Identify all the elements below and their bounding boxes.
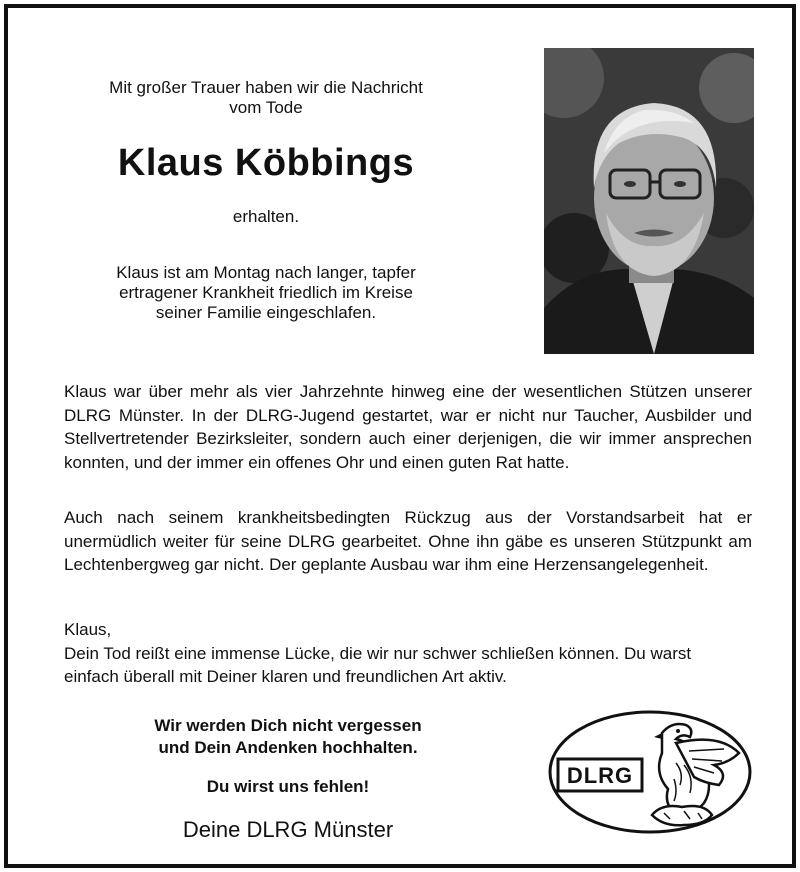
death-line-1: Klaus ist am Montag nach langer, tapfer (116, 263, 416, 282)
closing-statement (118, 715, 458, 759)
received-text: erhalten. (232, 207, 300, 226)
paragraph-3-line-1: Dein Tod reißt eine immense Lücke, die wir nur schwer schließen können. Du warst (64, 643, 692, 663)
closing-line-2: und Dein Andenken hochhalten. (158, 738, 418, 757)
dlrg-eagle-logo-icon (544, 703, 756, 841)
paragraph-1: Klaus war über mehr als vier Jahrzehnte hinweg eine der wesentlichen Stützen unserer DLRG Münster. In der DLRG-Jugend gestartet, war er nicht nur Taucher, Ausbilder und Stellvertretender Bezirksleiter, sondern auch einer derjenigen, die wir immer ansprechen konnten, und der immer ein offenes Ohr und einen guten Rat hatte. (64, 382, 752, 472)
paragraph-3-salutation: Klaus, (64, 620, 112, 639)
intro-line-1: Mit großer Trauer haben wir die Nachricht (109, 78, 423, 97)
paragraph-3-line-2: einfach überall mit Deiner klaren und freundlichen Art aktiv. (64, 667, 507, 686)
death-line-3: seiner Familie eingeschlafen. (155, 303, 377, 322)
intro-text (96, 78, 436, 118)
deceased-name: Klaus Köbbings (117, 142, 415, 184)
dlrg-logo-text: DLRG (566, 763, 634, 788)
portrait-illustration (544, 48, 754, 354)
signature: Deine DLRG Münster (182, 817, 394, 842)
death-line-2: ertragener Krankheit friedlich im Kreise (119, 283, 413, 302)
closing-line-1: Wir werden Dich nicht vergessen (154, 716, 422, 735)
closing-farewell: Du wirst uns fehlen! (206, 777, 370, 796)
obituary-frame (4, 4, 796, 868)
dlrg-logo (544, 703, 756, 841)
intro-line-2: vom Tode (229, 98, 303, 117)
death-notice-text (96, 263, 436, 323)
portrait-photo (544, 48, 754, 354)
paragraph-2: Auch nach seinem krankheitsbedingten Rückzug aus der Vorstandsarbeit hat er unermüdlich weiter für seine DLRG gearbeitet. Ohne ihn gäbe es unseren Stützpunkt am Lechtenbergweg gar nicht. Der geplante Ausbau war ihm eine Herzensangelegenheit. (64, 508, 752, 574)
paragraph-3 (64, 618, 752, 689)
